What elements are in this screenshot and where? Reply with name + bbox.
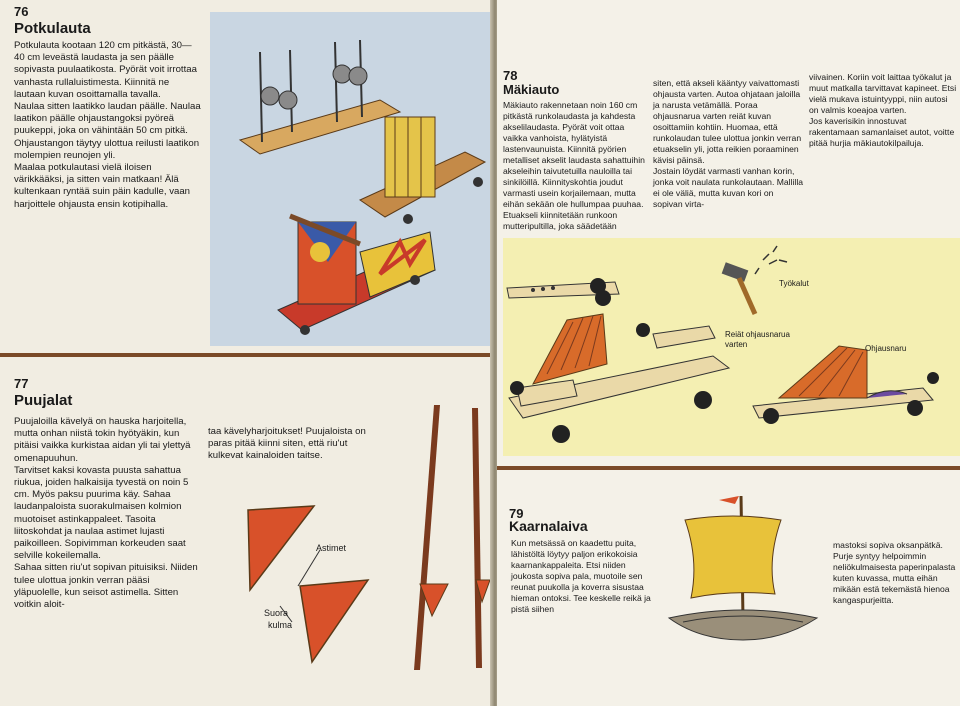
section-77-paragraph-1: Puujaloilla kävelyä on hauska harjoitella, mutta onhan niistä tokin hyötyäkin, kun pitäisi vaikka kurkistaa aidan yli tai ylettyä omenapuuhun. (14, 416, 191, 464)
section-77-title: Puujalat (14, 392, 73, 409)
section-77-text-continued: taa kävelyharjoitukset! Puujaloista on paras pitää kiinni siten, että riu'ut kulkevat kainaloiden taitse. (208, 426, 366, 462)
section-78-text-continued: siten, että akseli kääntyy vaivattomasti ohjausta varten. Autoa ohjataan jaloilla ja narusta vetämällä. Poraa ohjausnarua varten reiät kuvan osoittamiin kohtiin. Huomaa, että runkolaudan tulee ulottua jonkin verran etuakselin yli, jotta reikien poraaminen kävisi päinsä. Jostain löydät varmasti vanhan korin, jonka voit naulata runkolautaan. Mallilla ei ole väliä, mutta kuvan kori on sopivan virta- (653, 78, 804, 209)
section-divider (0, 353, 496, 357)
label-astimet: Astimet (316, 543, 347, 553)
section-79-number: 79 (509, 506, 524, 521)
section-77-text (14, 416, 200, 611)
section-77-paragraph-2: Tarvitset kaksi kovasta puusta sahattua riukua, joiden halkaisija tyvestä on noin 5 cm. Myös paksu puurima käy. Sahaa laudanpaloista suorakulmaisen kolmion muotoiset astinkappaleet. Tasoita liitoskohdat ja naulaa astimet lujasti paikoilleen. Sopivimman korkeuden saat selville kokeilemalla. (14, 464, 189, 562)
section-76-text (14, 40, 202, 211)
section-79-title: Kaarnalaiva (509, 518, 588, 534)
label-varten: varten (725, 340, 748, 349)
section-77-number: 77 (14, 376, 29, 391)
label-tyokalut: Työkalut (779, 279, 809, 288)
section-76-title: Potkulauta (14, 20, 91, 37)
section-78-number: 78 (503, 68, 518, 83)
section-77-paragraph-3: Sahaa sitten riu'ut sopivan pituisiksi. Niiden tulee ulottua jonkin verran pääsi yläpuolelle, kun seisot astimella. Sitten voitkin aloit- (14, 562, 198, 611)
section-79-text: Kun metsässä on kaadettu puita, lähistöltä löytyy paljon erikokoisia kaarnankappaleita. Etsi niiden joukosta sopiva pala, muotoile sen reunat puukolla ja koverra sisustaa hieman ontoksi. Tee keskelle reikä ja pistä siihen (511, 538, 651, 614)
section-76-paragraph-3: Maalaa potkulautasi vielä iloisen värikkääksi, ja sitten vain matkaan! Älä kultenkaan ryntää suin päin kadulle, vaan harjoittele ohjausta ensin kotipihalla. (14, 162, 191, 210)
section-76-paragraph-2: Naulaa sitten laatikko laudan päälle. Naulaa laatikon päälle ohjaustangoksi pyöreä puukeppi, joka on vähintään 50 cm pitkä. Ohjaustangon täytyy ulottua reilusti laatikon molempien reunojen yli. (14, 101, 201, 161)
label-ohjausnaru: Ohjausnaru (865, 344, 907, 353)
section-76-number: 76 (14, 4, 29, 19)
label-reiat: Reiät ohjausnarua (725, 330, 790, 339)
section-78-text: Mäkiauto rakennetaan noin 160 cm pitkästä runkolaudasta ja kahdesta akselilaudasta. Pyörät voit ottaa vaikka vanhoista, hylätyistä lastenvaunuista. Kiinnitä pyörien metalliset akselit laudasta sahattuihin akseleihin taivutetuilla nauloilla tai sinkilöillä. Kiinnityskohtia joudut varmasti usein korjailemaan, mutta eihän sekään ole hullumpaa puuhaa. Etuakseli kiinnitetään runkoon mutteripultilla, joka säädetään (503, 100, 645, 231)
section-79-text-continued: mastoksi sopiva oksanpätkä. Purje syntyy helpoimmin neliökulmaisesta paperinpalasta kuten kuvassa, mutta eihän mikään estä tekemästä hienoa kangaspurjeitta. (833, 540, 956, 605)
label-kulma: kulma (268, 620, 293, 630)
stilts-illustration (220, 400, 496, 700)
bark-boat-illustration (663, 490, 823, 650)
right-page (497, 0, 960, 706)
label-suora: Suora (264, 608, 289, 618)
section-78-title: Mäkiauto (503, 82, 560, 97)
scooter-illustration (210, 12, 492, 346)
section-divider-right (497, 466, 960, 470)
section-76-paragraph-1: Potkulauta kootaan 120 cm pitkästä, 30—40 cm leveästä laudasta ja sen päälle sopivasta puulaatikosta. Pyörät voit irrottaa vanhasta rullaluistimesta. Kiinnitä ne lautaan kuvan osoittamalla tavalla. (14, 40, 197, 100)
section-78-text-end: viivainen. Koriin voit laittaa työkalut ja muut matkalla tarvittavat kapineet. Etsi vielä mukava istuintyyppi, niin autosi on valmis koeajoa varten. Jos kaverisikin innostuvat rakentamaan samanlaiset autot, voitte pitää hurjia mäkiautokilpailuja. (809, 72, 957, 148)
